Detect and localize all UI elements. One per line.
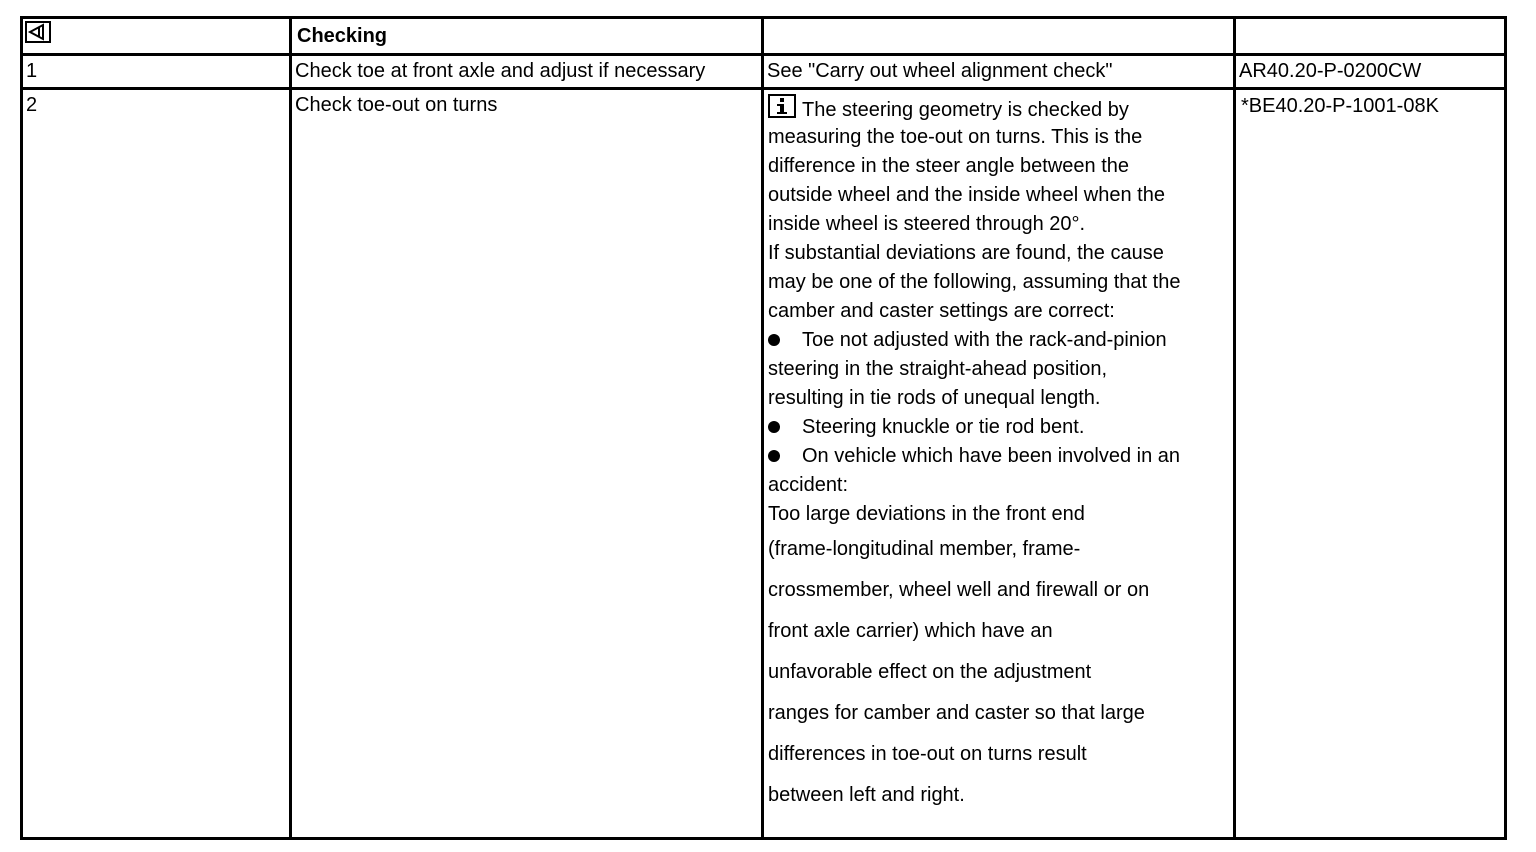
accident-line: front axle carrier) which have an	[768, 620, 1053, 642]
bullet-icon	[768, 450, 780, 462]
bullet-continuation: steering in the straight-ahead position,	[768, 358, 1108, 380]
bullet-icon	[768, 421, 780, 433]
table-row	[22, 55, 1506, 89]
header-row	[22, 18, 1506, 55]
reference-cell	[1235, 89, 1506, 839]
accident-line: crossmember, wheel well and firewall or on	[768, 579, 1150, 601]
note-line: difference in the steer angle between the	[768, 155, 1129, 177]
step-text: Check toe-out on turns	[295, 94, 498, 116]
step-cell	[291, 89, 763, 839]
note-cell	[763, 89, 1235, 839]
reference-link[interactable]: *BE40.20-P-1001-08K	[1241, 95, 1439, 117]
accident-line: unfavorable effect on the adjustment	[768, 661, 1092, 683]
header-empty-cell	[763, 18, 1235, 55]
reference-link[interactable]: AR40.20-P-0200CW	[1239, 60, 1422, 82]
bullet-item: Toe not adjusted with the rack-and-pinion	[768, 326, 1229, 355]
note-line: measuring the toe-out on turns. This is the	[768, 126, 1143, 148]
step-number: 2	[26, 94, 38, 116]
header-icon-cell	[22, 18, 291, 55]
info-icon	[768, 94, 796, 118]
note-line: If substantial deviations are found, the cause	[768, 242, 1164, 264]
note-line: inside wheel is steered through 20°.	[768, 213, 1086, 235]
accident-line: ranges for camber and caster so that large	[768, 702, 1145, 724]
back-arrow-icon[interactable]	[25, 21, 51, 43]
note-line: outside wheel and the inside wheel when the	[768, 184, 1165, 206]
note-cell	[763, 55, 1235, 89]
bullet-item: On vehicle which have been involved in an	[768, 442, 1229, 471]
table-row	[22, 89, 1506, 839]
step-number: 1	[26, 60, 38, 82]
step-cell	[291, 55, 763, 89]
note-text: See "Carry out wheel alignment check"	[767, 60, 1113, 82]
note-line: may be one of the following, assuming that the	[768, 271, 1181, 293]
section-title: Checking	[297, 25, 388, 47]
bullet-icon	[768, 334, 780, 346]
reference-cell	[1235, 55, 1506, 89]
accident-line: Too large deviations in the front end	[768, 503, 1085, 525]
step-number-cell	[22, 55, 291, 89]
note-line: The steering geometry is checked by	[768, 94, 1229, 123]
bullet-item: Steering knuckle or tie rod bent.	[768, 413, 1229, 442]
accident-line: differences in toe-out on turns result	[768, 743, 1087, 765]
step-text: Check toe at front axle and adjust if necessary	[295, 60, 706, 82]
bullet-continuation: resulting in tie rods of unequal length.	[768, 387, 1101, 409]
accident-line: between left and right.	[768, 784, 965, 806]
note-line: camber and caster settings are correct:	[768, 300, 1115, 322]
step-number-cell	[22, 89, 291, 839]
bullet-continuation: accident:	[768, 474, 849, 496]
header-empty-cell	[1235, 18, 1506, 55]
accident-line: (frame-longitudinal member, frame-	[768, 538, 1081, 560]
note-description	[764, 90, 1233, 816]
header-title-cell	[291, 18, 763, 55]
procedure-table	[20, 16, 1507, 840]
